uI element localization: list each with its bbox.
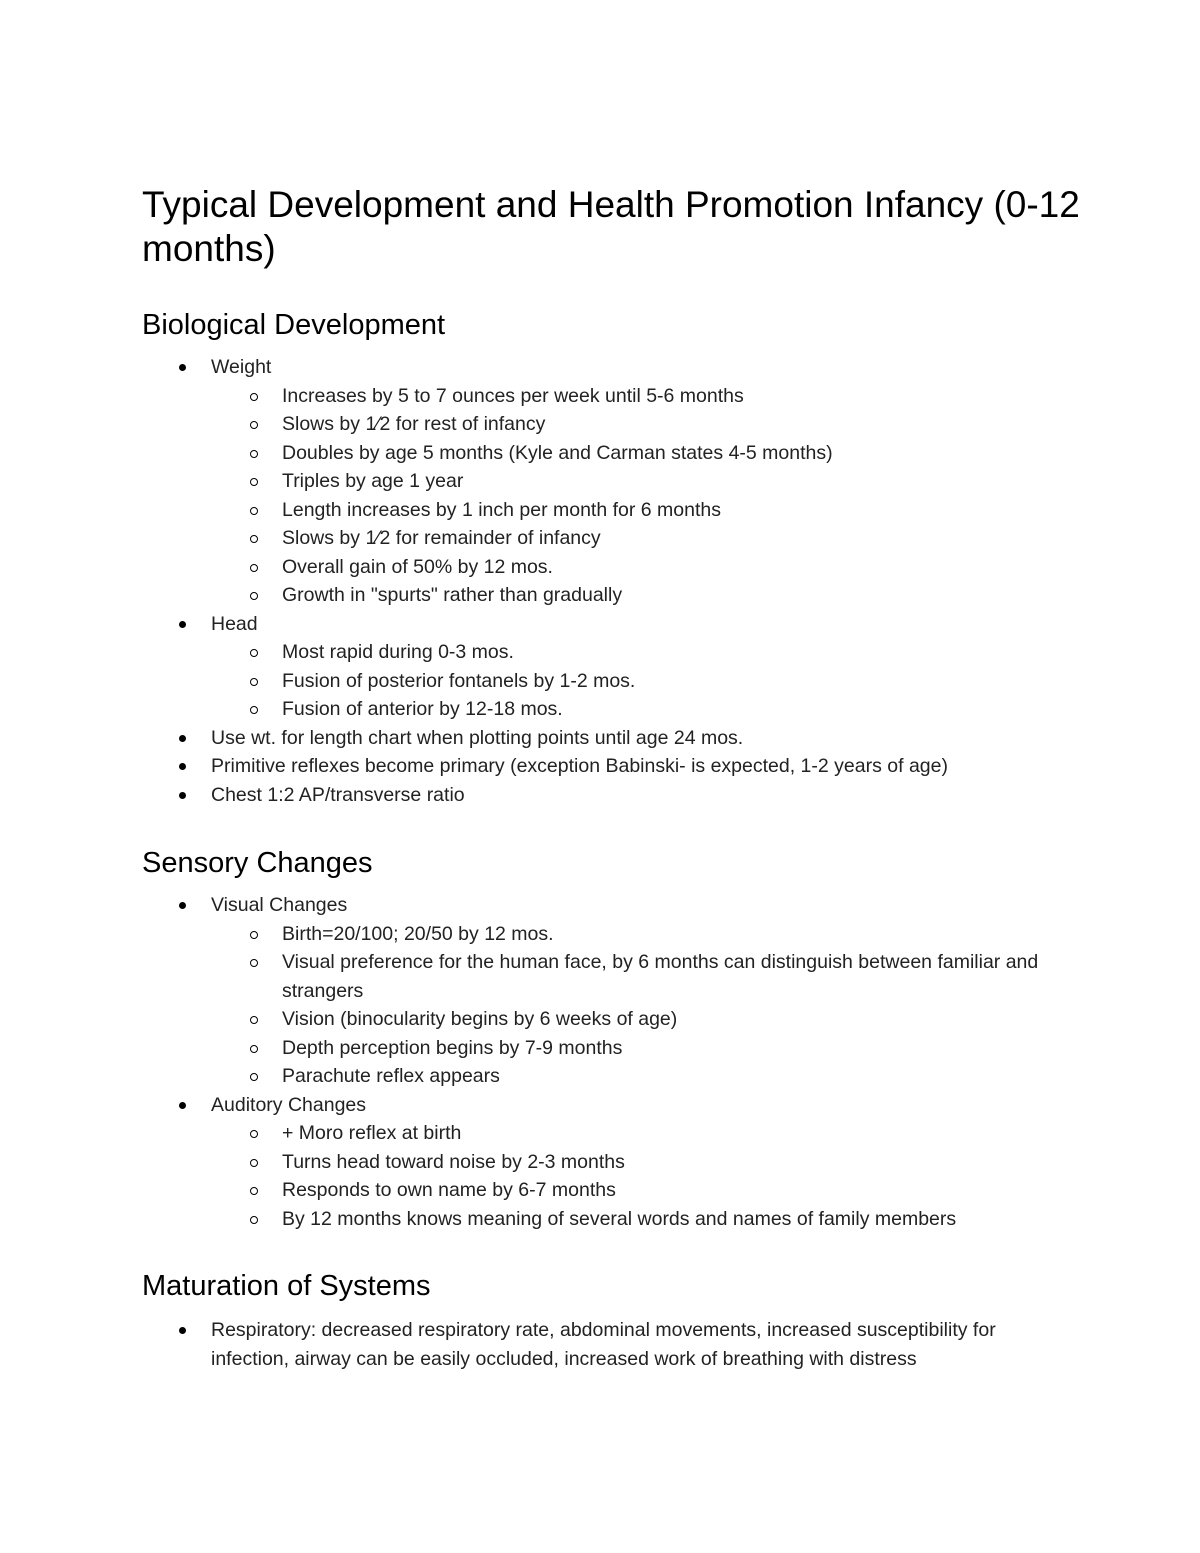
- sub-list-item-text: Depth perception begins by 7-9 months: [282, 1036, 623, 1059]
- circle-bullet-icon: [250, 1187, 258, 1195]
- sub-list-item-text: Growth in "spurts" rather than gradually: [282, 584, 623, 606]
- sensory-changes-list: [142, 891, 1072, 1233]
- sub-list-item: [211, 1062, 1072, 1091]
- sub-list-item-text: By 12 months knows meaning of several words and names of family members: [282, 1207, 957, 1230]
- sub-list-item-text: Slows by 1⁄2 for rest of infancy: [282, 413, 546, 435]
- list-item-text: Visual Changes: [211, 894, 348, 916]
- circle-bullet-icon: [250, 478, 258, 486]
- sub-list: [211, 1119, 1072, 1233]
- sub-list-item: [211, 1005, 1072, 1034]
- sub-list-item: [211, 439, 1072, 468]
- bullet-icon: [179, 735, 186, 742]
- sub-list-item: [211, 524, 1072, 553]
- sub-list-item: [211, 695, 1072, 724]
- sub-list-item-text: Visual preference for the human face, by 6 months can distinguish between familiar and strangers: [282, 951, 1039, 1002]
- list-item-text: Primitive reflexes become primary (exception Babinski- is expected, 1-2 years of age): [211, 755, 948, 777]
- sub-list-item-text: Turns head toward noise by 2-3 months: [282, 1150, 625, 1173]
- sub-list-item-text: Triples by age 1 year: [282, 470, 464, 492]
- sub-list-item: [211, 920, 1072, 949]
- sub-list-item-text: Most rapid during 0-3 mos.: [282, 641, 514, 663]
- list-item-text: Respiratory: decreased respiratory rate, abdominal movements, increased susceptibility for infection, airway can be easily occluded, increased work of breathing with distress: [211, 1319, 996, 1370]
- circle-bullet-icon: [250, 678, 258, 686]
- circle-bullet-icon: [250, 649, 258, 657]
- circle-bullet-icon: [250, 1045, 258, 1053]
- list-item-text: Auditory Changes: [211, 1093, 367, 1116]
- sub-list-item: [211, 410, 1072, 439]
- sub-list-item-text: Increases by 5 to 7 ounces per week until 5-6 months: [282, 384, 744, 407]
- circle-bullet-icon: [250, 421, 258, 429]
- sub-list: [211, 638, 1072, 724]
- list-item: [142, 724, 1072, 753]
- bullet-icon: [179, 364, 186, 371]
- sub-list-item-text: Responds to own name by 6-7 months: [282, 1179, 616, 1201]
- sub-list-item: [211, 1034, 1072, 1063]
- circle-bullet-icon: [250, 393, 258, 401]
- list-item: [142, 1091, 1072, 1234]
- sub-list-item: [211, 1205, 1072, 1234]
- sub-list-item: [211, 382, 1072, 411]
- sub-list-item-text: Birth=20/100; 20/50 by 12 mos.: [282, 922, 554, 945]
- sub-list-item: [211, 496, 1072, 525]
- circle-bullet-icon: [250, 1073, 258, 1081]
- circle-bullet-icon: [250, 1016, 258, 1024]
- sub-list-item-text: Fusion of posterior fontanels by 1-2 mos.: [282, 669, 636, 692]
- sub-list-item-text: Fusion of anterior by 12-18 mos.: [282, 698, 563, 720]
- maturation-of-systems-list: [142, 1316, 1072, 1373]
- circle-bullet-icon: [250, 959, 258, 967]
- sub-list-item-text: Doubles by age 5 months (Kyle and Carman states 4-5 months): [282, 441, 833, 464]
- sub-list: [211, 920, 1072, 1091]
- sub-list-item: [211, 948, 1072, 1005]
- biological-development-list: [142, 353, 1072, 809]
- section-heading-maturation-of-systems: Maturation of Systems: [142, 1270, 431, 1302]
- bullet-icon: [179, 902, 186, 909]
- sub-list-item: [211, 1176, 1072, 1205]
- circle-bullet-icon: [250, 450, 258, 458]
- list-item-text: Chest 1:2 AP/transverse ratio: [211, 783, 465, 806]
- sub-list-item: [211, 667, 1072, 696]
- circle-bullet-icon: [250, 507, 258, 515]
- bullet-icon: [179, 1327, 186, 1334]
- sub-list: [211, 382, 1072, 610]
- sub-list-item-text: Slows by 1⁄2 for remainder of infancy: [282, 527, 601, 549]
- document-title: Typical Development and Health Promotion Infancy (0-12 months): [142, 184, 1080, 269]
- circle-bullet-icon: [250, 592, 258, 600]
- sub-list-item: [211, 1119, 1072, 1148]
- sub-list-item-text: Parachute reflex appears: [282, 1065, 500, 1087]
- sub-list-item-text: + Moro reflex at birth: [282, 1122, 462, 1144]
- list-item-text: Use wt. for length chart when plotting points until age 24 mos.: [211, 726, 744, 749]
- list-item: [142, 891, 1072, 1091]
- list-item: [142, 1316, 1072, 1373]
- bullet-icon: [179, 621, 186, 628]
- circle-bullet-icon: [250, 931, 258, 939]
- sub-list-item: [211, 581, 1072, 610]
- sub-list-item: [211, 553, 1072, 582]
- bullet-icon: [179, 763, 186, 770]
- circle-bullet-icon: [250, 1130, 258, 1138]
- list-item: [142, 353, 1072, 610]
- list-item: [142, 752, 1072, 781]
- section-heading-biological-development: Biological Development: [142, 309, 446, 341]
- circle-bullet-icon: [250, 564, 258, 572]
- sub-list-item: [211, 467, 1072, 496]
- list-item-text: Head: [211, 612, 258, 635]
- sub-list-item-text: Length increases by 1 inch per month for 6 months: [282, 498, 721, 521]
- list-item: [142, 610, 1072, 724]
- list-item-text: Weight: [211, 356, 272, 378]
- circle-bullet-icon: [250, 535, 258, 543]
- bullet-icon: [179, 1102, 186, 1109]
- circle-bullet-icon: [250, 706, 258, 714]
- sub-list-item-text: Vision (binocularity begins by 6 weeks of age): [282, 1008, 678, 1030]
- sub-list-item: [211, 638, 1072, 667]
- sub-list-item: [211, 1148, 1072, 1177]
- circle-bullet-icon: [250, 1216, 258, 1224]
- sub-list-item-text: Overall gain of 50% by 12 mos.: [282, 555, 553, 578]
- circle-bullet-icon: [250, 1159, 258, 1167]
- section-heading-sensory-changes: Sensory Changes: [142, 847, 373, 879]
- bullet-icon: [179, 792, 186, 799]
- list-item: [142, 781, 1072, 810]
